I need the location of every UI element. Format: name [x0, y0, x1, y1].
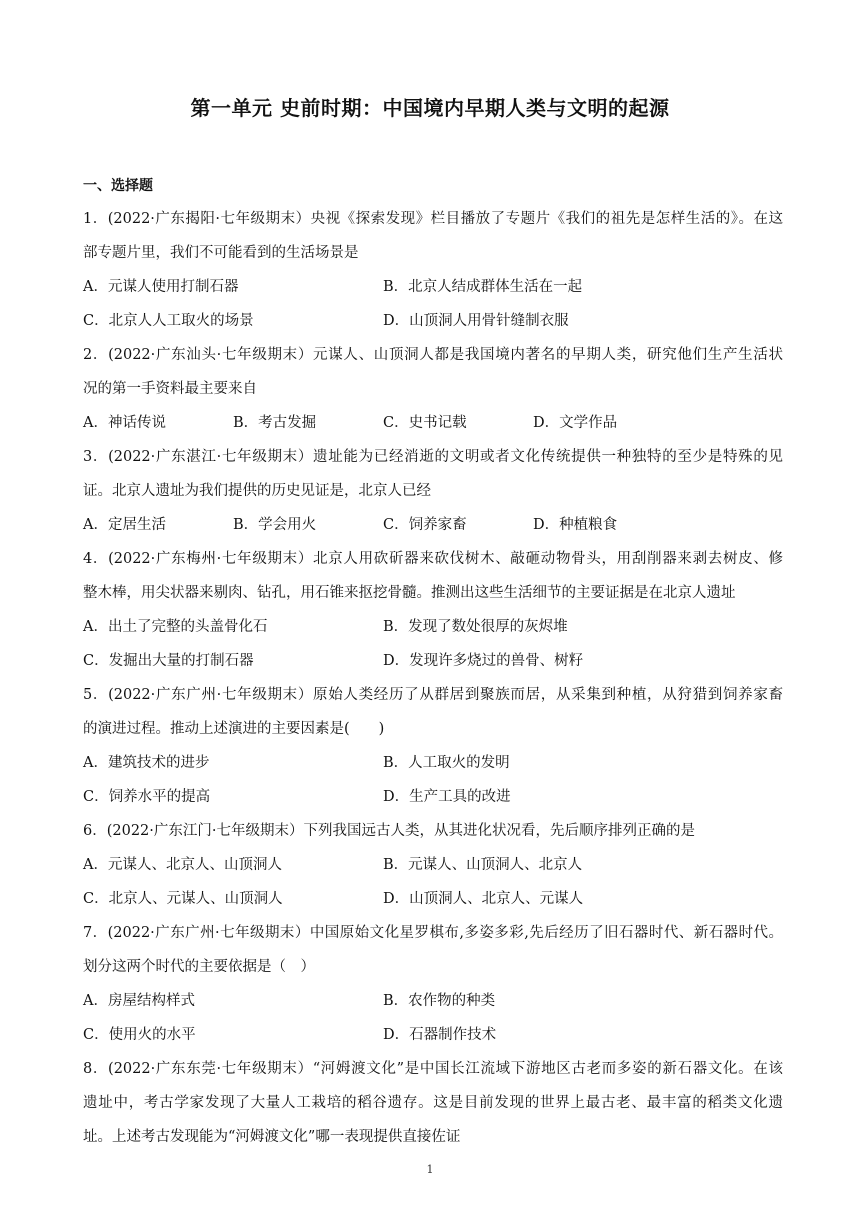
option-d: D．山顶洞人、北京人、元谋人 — [383, 891, 584, 907]
option-d: D．发现许多烧过的兽骨、树籽 — [383, 653, 584, 669]
question — [83, 678, 783, 814]
option-c: C．使用火的水平 — [83, 1027, 196, 1043]
option-b: B．北京人结成群体生活在一起 — [383, 279, 583, 295]
option-a: A．建筑技术的进步 — [83, 755, 210, 771]
option-a: A．元谋人使用打制石器 — [83, 279, 239, 295]
question-list — [83, 202, 783, 1154]
question — [83, 338, 783, 440]
option-c: C．饲养家畜 — [383, 517, 467, 533]
question-text-line: 2．(2022·广东汕头·七年级期末）元谋人、山顶洞人都是我国境内著名的早期人类，研究他们生产生活状 — [83, 347, 783, 363]
question-text-line: 部专题片里，我们不可能看到的生活场景是 — [83, 245, 359, 261]
question-text-line: 况的第一手资料最主要来自 — [83, 381, 257, 397]
option-c: C．北京人人工取火的场景 — [83, 313, 254, 329]
option-a: A．定居生活 — [83, 517, 166, 533]
option-b: B．发现了数处很厚的灰烬堆 — [383, 619, 568, 635]
option-b: B．农作物的种类 — [383, 993, 496, 1009]
option-a: A．元谋人、北京人、山顶洞人 — [83, 857, 282, 873]
page-number: 1 — [426, 1163, 434, 1176]
question — [83, 916, 783, 1052]
option-b: B．考古发掘 — [233, 415, 317, 431]
option-d: D．生产工具的改进 — [383, 789, 511, 805]
option-c: C．北京人、元谋人、山顶洞人 — [83, 891, 283, 907]
option-d: D．种植粮食 — [533, 517, 618, 533]
option-b: B．元谋人、山顶洞人、北京人 — [383, 857, 583, 873]
option-a: A．神话传说 — [83, 415, 166, 431]
question-text-line: 8．(2022·广东东莞·七年级期末）“河姆渡文化”是中国长江流域下游地区古老而多姿的新石器文化。在该 — [83, 1061, 783, 1077]
question-text-line: 遗址中，考古学家发现了大量人工栽培的稻谷遗存。这是目前发现的世界上最古老、最丰富的稻类文化遗 — [83, 1095, 783, 1111]
question-text-line: 4．(2022·广东梅州·七年级期末）北京人用砍斫器来砍伐树木、敲砸动物骨头，用刮削器来剥去树皮、修 — [83, 551, 783, 567]
option-d: D．山顶洞人用骨针缝制衣服 — [383, 313, 569, 329]
question-text-line: 整木棒，用尖状器来剔肉、钻孔，用石锥来抠挖骨髓。推测出这些生活细节的主要证据是在北京人遗址 — [83, 585, 736, 601]
option-a: A．房屋结构样式 — [83, 993, 195, 1009]
question-text-line: 5．(2022·广东广州·七年级期末）原始人类经历了从群居到聚族而居，从采集到种植，从狩猎到饲养家畜 — [83, 687, 783, 703]
option-c: C．史书记载 — [383, 415, 467, 431]
option-b: B．学会用火 — [233, 517, 317, 533]
option-d: D．文学作品 — [533, 415, 618, 431]
question-text-line: 3．(2022·广东湛江·七年级期末）遗址能为已经消逝的文明或者文化传统提供一种独特的至少是特殊的见 — [83, 449, 783, 465]
question-text-line: 划分这两个时代的主要依据是（ ） — [83, 959, 315, 975]
question — [83, 542, 783, 678]
section-heading: 一、选择题 — [83, 178, 153, 194]
question-text-line: 7．(2022·广东广州·七年级期末）中国原始文化星罗棋布,多姿多彩,先后经历了旧石器时代、新石器时代。 — [83, 925, 783, 941]
page-title: 第一单元 史前时期：中国境内早期人类与文明的起源 — [190, 96, 670, 120]
question-text-line: 址。上述考古发现能为“河姆渡文化”哪一表现提供直接佐证 — [83, 1129, 461, 1145]
question-text-line: 证。北京人遗址为我们提供的历史见证是，北京人已经 — [83, 483, 431, 499]
option-b: B．人工取火的发明 — [383, 755, 510, 771]
option-c: C．饲养水平的提高 — [83, 789, 211, 805]
question — [83, 202, 783, 338]
question-text-line: 1．(2022·广东揭阳·七年级期末）央视《探索发现》栏目播放了专题片《我们的祖先是怎样生活的》。在这 — [83, 211, 783, 227]
question-text-line: 6．(2022·广东江门·七年级期末）下列我国远古人类，从其进化状况看，先后顺序排列正确的是 — [83, 823, 695, 839]
option-d: D．石器制作技术 — [383, 1027, 497, 1043]
question — [83, 440, 783, 542]
option-a: A．出土了完整的头盖骨化石 — [83, 619, 268, 635]
question-text-line: 的演进过程。推动上述演进的主要因素是( ) — [83, 721, 385, 737]
question — [83, 814, 783, 916]
option-c: C．发掘出大量的打制石器 — [83, 653, 254, 669]
question — [83, 1052, 783, 1154]
